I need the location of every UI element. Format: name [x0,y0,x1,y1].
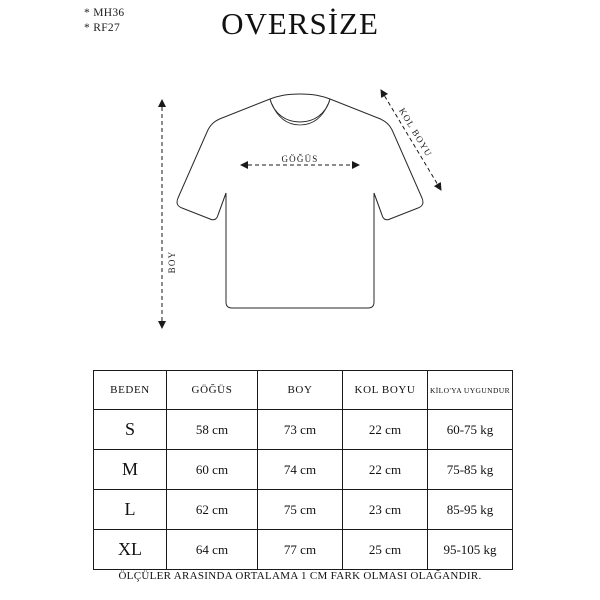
cell-chest: 62 cm [167,490,258,530]
cell-sleeve: 25 cm [343,530,428,570]
table-row [94,490,513,530]
sleeve-label: KOL BOYU [396,106,435,159]
column-header-kilo: KİLO'YA UYGUNDUR [428,371,513,410]
product-code-line: * RF27 [84,22,120,34]
cell-weight: 60-75 kg [428,410,513,450]
chest-label: GÖĞÜS [281,154,319,164]
cell-length: 75 cm [258,490,343,530]
column-header-gogus: GÖĞÜS [167,371,258,410]
tshirt-outline [177,94,423,308]
table-row [94,410,513,450]
cell-chest: 60 cm [167,450,258,490]
column-header-boy: BOY [258,371,343,410]
cell-sleeve: 23 cm [343,490,428,530]
column-header-kol-boyu: KOL BOYU [343,371,428,410]
cell-length: 74 cm [258,450,343,490]
page-title: OVERSİZE [221,6,379,41]
cell-weight: 85-95 kg [428,490,513,530]
cell-sleeve: 22 cm [343,450,428,490]
cell-length: 77 cm [258,530,343,570]
length-label: BOY [167,250,177,274]
table-header [94,371,513,410]
table-row [94,530,513,570]
cell-weight: 95-105 kg [428,530,513,570]
table-body [94,410,513,570]
column-header-beden: BEDEN [94,371,167,410]
cell-sleeve: 22 cm [343,410,428,450]
footnote: ÖLÇÜLER ARASINDA ORTALAMA 1 CM FARK OLMASI OLAĞANDIR. [118,570,482,582]
cell-chest: 64 cm [167,530,258,570]
cell-length: 73 cm [258,410,343,450]
table-row [94,450,513,490]
cell-size: L [94,490,167,530]
tshirt-diagram [0,62,600,362]
cell-chest: 58 cm [167,410,258,450]
cell-size: S [94,410,167,450]
table-header-row [94,371,513,410]
cell-size: XL [94,530,167,570]
size-table-wrapper [93,370,511,570]
cell-weight: 75-85 kg [428,450,513,490]
cell-size: M [94,450,167,490]
size-table [93,370,513,570]
product-code-line: * MH36 [84,7,125,19]
